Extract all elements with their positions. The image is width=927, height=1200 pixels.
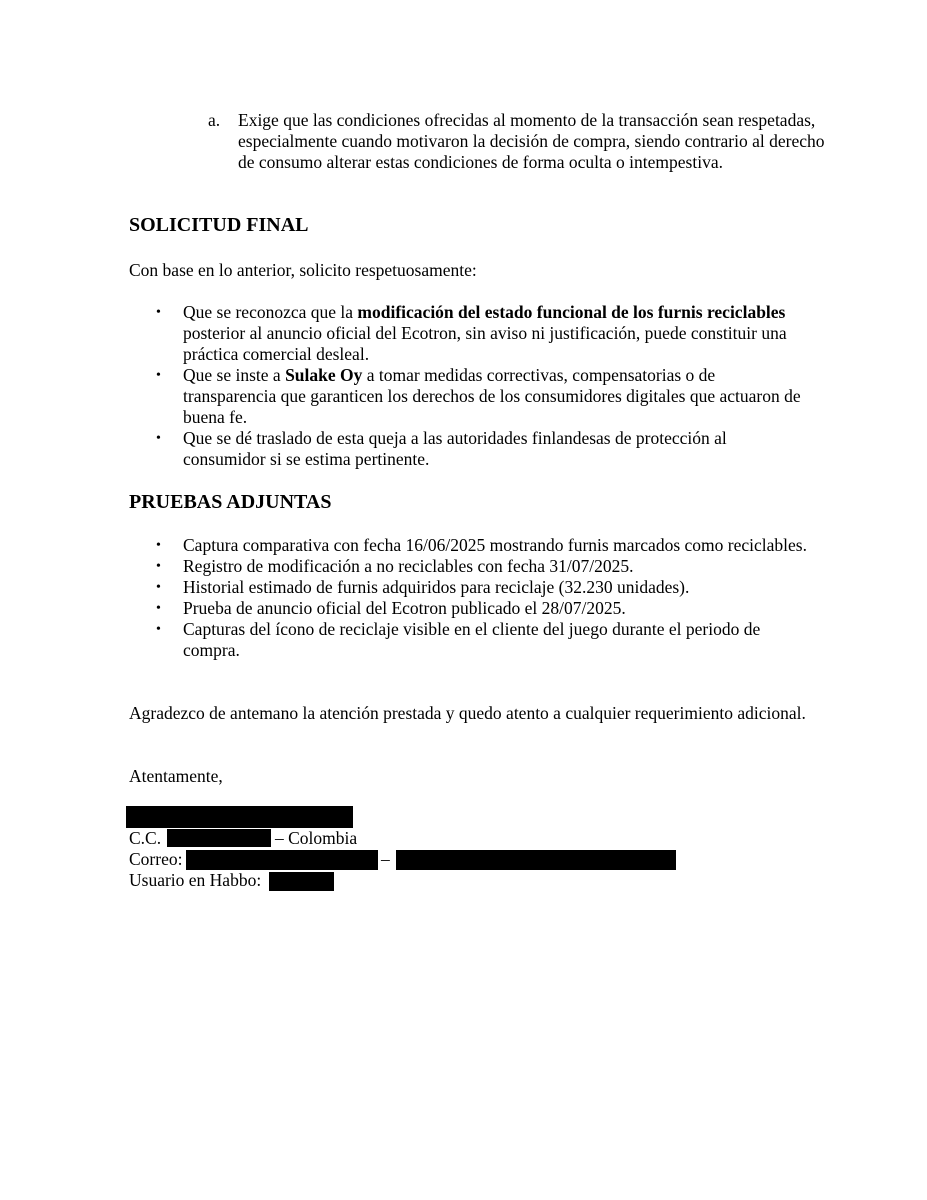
- usuario-line: [129, 870, 261, 891]
- correo-separator: –: [381, 849, 390, 869]
- bullet-icon: •: [156, 601, 161, 616]
- bullet-icon: •: [156, 305, 161, 320]
- usuario-label: Usuario en Habbo:: [129, 870, 262, 890]
- bullet-icon: •: [156, 580, 161, 595]
- item-a-text: Exige que las condiciones ofrecidas al momento de la transacción sean respetadas, especialmente cuando motivaron la decisión de compra, siendo contrario al derecho de consumo alterar estas condiciones de forma oculta o intempestiva.: [238, 110, 825, 172]
- redacted-email-1: [186, 850, 378, 870]
- list-item: [129, 619, 809, 661]
- heading-solicitud-final: SOLICITUD FINAL: [129, 214, 309, 236]
- list-item: [129, 365, 809, 428]
- list-item: [129, 577, 809, 598]
- closing-signoff: Atentamente,: [129, 766, 223, 786]
- item-text: Historial estimado de furnis adquiridos para reciclaje (32.230 unidades).: [183, 577, 690, 597]
- item-text: Registro de modificación a no reciclables con fecha 31/07/2025.: [183, 556, 634, 576]
- heading-pruebas-adjuntas: PRUEBAS ADJUNTAS: [129, 491, 332, 513]
- bullet-icon: •: [156, 622, 161, 637]
- correo-label: Correo:: [129, 849, 183, 869]
- pruebas-list: [129, 535, 809, 661]
- list-item: [129, 556, 809, 577]
- list-marker-a: a.: [208, 110, 221, 130]
- cc-suffix: – Colombia: [275, 828, 358, 848]
- redacted-cc-number: [167, 829, 271, 847]
- item-text: Que se dé traslado de esta queja a las autoridades finlandesas de protección al consumidor si se estima pertinente.: [183, 428, 727, 469]
- item-text: Prueba de anuncio oficial del Ecotron publicado el 28/07/2025.: [183, 598, 626, 618]
- bullet-icon: •: [156, 431, 161, 446]
- redacted-name-block: [126, 806, 353, 828]
- bullet-icon: •: [156, 559, 161, 574]
- item-text: Que se reconozca que la: [183, 302, 358, 322]
- item-bold-text: modificación del estado funcional de los furnis reciclables: [357, 302, 786, 322]
- redacted-email-2: [396, 850, 676, 870]
- item-bold-text: Sulake Oy: [285, 365, 363, 385]
- item-text: Que se inste a: [183, 365, 286, 385]
- item-text: Capturas del ícono de reciclaje visible en el cliente del juego durante el periodo de compra.: [183, 619, 761, 660]
- list-item: [129, 302, 809, 365]
- item-text: posterior al anuncio oficial del Ecotron, sin aviso ni justificación, puede constituir una práctica comercial desleal.: [183, 323, 787, 364]
- cc-label: C.C.: [129, 828, 162, 848]
- bullet-icon: •: [156, 368, 161, 383]
- solicitud-list: [129, 302, 809, 470]
- item-text: a tomar medidas correctivas, compensatorias o de transparencia que garanticen los derechos de los consumidores digitales que actuaron de buena fe.: [183, 365, 801, 427]
- list-item: [129, 535, 809, 556]
- redacted-username: [269, 872, 334, 891]
- solicitud-intro: Con base en lo anterior, solicito respetuosamente:: [129, 260, 477, 280]
- closing-thanks: Agradezco de antemano la atención prestada y quedo atento a cualquier requerimiento adicional.: [129, 703, 806, 723]
- cc-line: [129, 828, 161, 849]
- item-text: Captura comparativa con fecha 16/06/2025 mostrando furnis marcados como reciclables.: [183, 535, 807, 555]
- list-item: [129, 598, 809, 619]
- bullet-icon: •: [156, 538, 161, 553]
- correo-line: [129, 849, 182, 870]
- list-item: [129, 428, 809, 470]
